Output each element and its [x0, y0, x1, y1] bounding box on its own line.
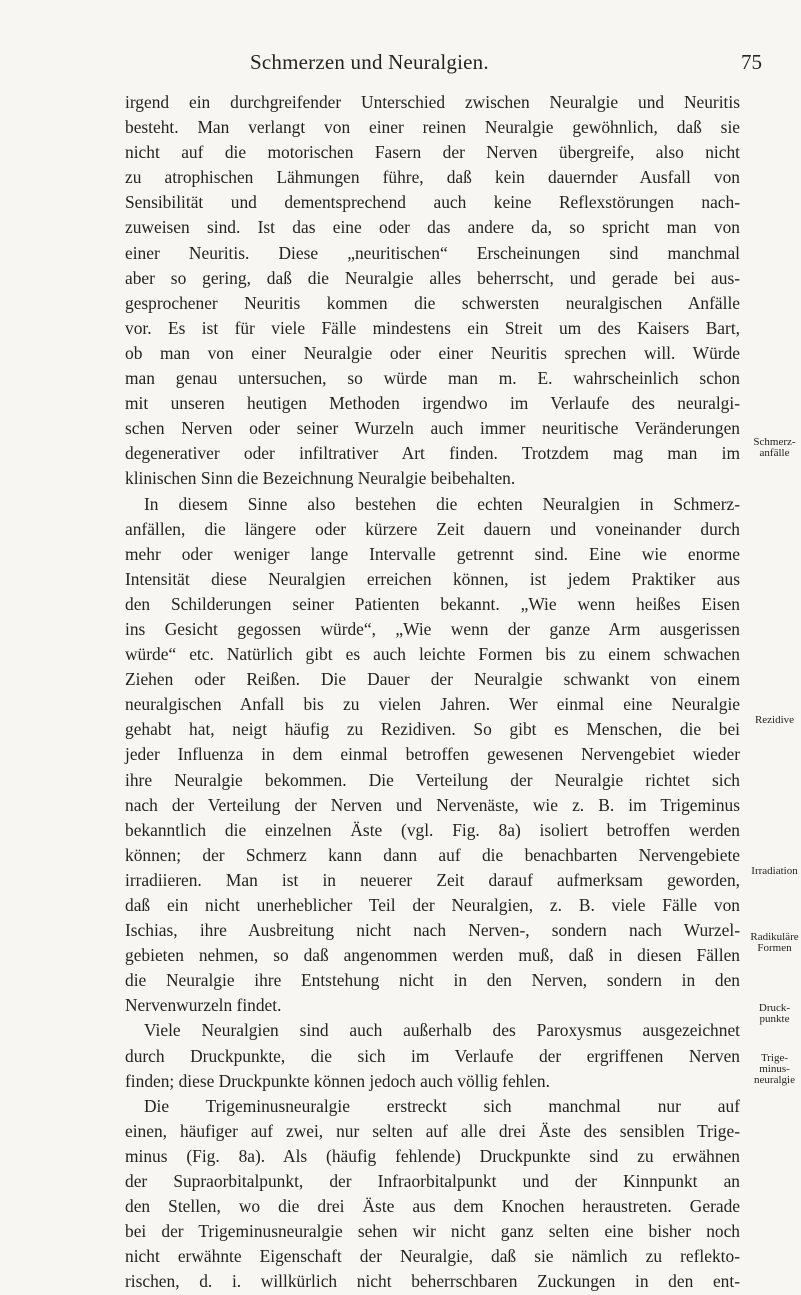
text-line: neuralgischen Anfall bis zu vielen Jahren. Wer einmal eine Neuralgie [125, 694, 740, 715]
page-number: 75 [741, 50, 762, 74]
paragraph-start-line: Die Trigeminusneuralgie erstreckt sich manchmal nur auf [144, 1095, 740, 1116]
text-line: ins Gesicht gegossen würde“, „Wie wenn der ganze Arm ausgerissen [125, 618, 740, 639]
text-line: zuweisen sind. Ist das eine oder das andere da, so spricht man von [125, 217, 740, 238]
text-line: irgend ein durchgreifender Unterschied zwischen Neuralgie und Neuritis [125, 92, 740, 112]
text-line: Sensibilität und dementsprechend auch keine Reflexstörungen nach- [125, 192, 740, 213]
text-line: degenerativer oder infiltrativer Art finden. Trotzdem mag man im [125, 443, 740, 464]
margin-note-line: Radikuläre [750, 931, 799, 943]
text-line: rischen, d. i. willkürlich nicht beherrschbaren Zuckungen in den ent- [125, 1271, 740, 1292]
margin-note-line: anfälle [759, 447, 790, 459]
text-line: der Supraorbitalpunkt, der Infraorbitalpunkt und der Kinnpunkt an [125, 1171, 740, 1192]
margin-note-line: Irradiation [751, 865, 798, 877]
text-line: anfällen, die längere oder kürzere Zeit dauern und voneinander durch [125, 518, 740, 539]
text-line: einer Neuritis. Diese „neuritischen“ Erscheinungen sind manchmal [125, 242, 740, 263]
text-line: ob man von einer Neuralgie oder einer Neuritis sprechen will. Würde [125, 342, 740, 363]
text-line: Nervenwurzeln findet. [125, 995, 282, 1016]
text-line: nicht auf die motorischen Fasern der Nerven übergreife, also nicht [125, 142, 740, 163]
text-line: finden; diese Druckpunkte können jedoch auch völlig fehlen. [125, 1070, 550, 1091]
text-line: den Schilderungen seiner Patienten bekannt. „Wie wenn heißes Eisen [125, 593, 740, 614]
text-line: einen, häufiger auf zwei, nur selten auf alle drei Äste des sensiblen Trige- [125, 1120, 740, 1141]
margin-note-trigeminusneuralgie [748, 1053, 801, 1086]
text-line: klinischen Sinn die Bezeichnung Neuralgie beibehalten. [125, 468, 516, 489]
margin-note-line: Druck- [758, 1002, 791, 1014]
body-text [125, 90, 740, 1295]
text-line: nach der Verteilung der Nerven und Nervenäste, wie z. B. im Trigeminus [125, 794, 740, 815]
margin-note-line: neuralgie [754, 1074, 795, 1086]
text-line: minus (Fig. 8a). Als (häufig fehlende) Druckpunkte sind zu erwähnen [125, 1145, 740, 1166]
margin-note-line: punkte [759, 1013, 790, 1025]
margin-note-line: Rezidive [754, 714, 795, 726]
text-line: ihre Neuralgie bekommen. Die Verteilung der Neuralgie richtet sich [125, 769, 740, 790]
text-line: würde“ etc. Natürlich gibt es auch leichte Formen bis zu einem schwachen [125, 644, 740, 665]
text-line: vor. Es ist für viele Fälle mindestens ein Streit um des Kaisers Bart, [125, 317, 740, 338]
text-line: man genau untersuchen, so würde man m. E. wahrscheinlich schon [125, 368, 740, 389]
text-line: Ischias, ihre Ausbreitung nicht nach Nerven-, sondern nach Wurzel- [125, 920, 740, 941]
text-line: mit unseren heutigen Methoden irgendwo im Verlaufe des neuralgi- [125, 393, 740, 414]
margin-note-line: Formen [757, 942, 792, 954]
text-line: schen Nerven oder seiner Wurzeln auch immer neuritische Veränderungen [125, 418, 740, 439]
text-line: bei der Trigeminusneuralgie sehen wir nicht ganz selten eine bisher noch [125, 1221, 740, 1242]
text-line: die Neuralgie ihre Entstehung nicht in den Nerven, sondern in den [125, 970, 740, 991]
text-line: zu atrophischen Lähmungen führe, daß kein dauernder Ausfall von [125, 167, 740, 188]
text-line: durch Druckpunkte, die sich im Verlaufe der ergriffenen Nerven [125, 1045, 740, 1066]
text-line: gehabt hat, neigt häufig zu Rezidiven. So gibt es Menschen, die bei [125, 719, 740, 740]
margin-note-druckpunkte [748, 1003, 801, 1025]
margin-note-rezidive [748, 715, 801, 726]
margin-note-line: minus- [759, 1063, 790, 1075]
text-line: besteht. Man verlangt von einer reinen Neuralgie gewöhnlich, daß sie [125, 117, 740, 138]
text-line: gebieten nehmen, so daß angenommen werden muß, daß in diesen Fällen [125, 945, 740, 966]
text-line: Intensität diese Neuralgien erreichen können, ist jedem Praktiker aus [125, 568, 740, 589]
margin-note-line: Trige- [760, 1052, 789, 1064]
text-line: mehr oder weniger lange Intervalle getrennt sind. Eine wie enorme [125, 543, 740, 564]
text-line: bekanntlich die einzelnen Äste (vgl. Fig. 8a) isoliert betroffen werden [125, 819, 740, 840]
margin-note-line: Schmerz- [753, 436, 796, 448]
text-line: jeder Influenza in dem einmal betroffen gewesenen Nervengebiet wieder [125, 744, 740, 765]
running-title: Schmerzen und Neuralgien. [250, 50, 489, 74]
text-line: daß ein nicht unerheblicher Teil der Neuralgien, z. B. viele Fälle von [125, 895, 740, 915]
text-line: nicht erwähnte Eigenschaft der Neuralgie, daß sie nämlich zu reflekto- [125, 1246, 740, 1267]
text-line: gesprochener Neuritis kommen die schwersten neuralgischen Anfälle [125, 292, 740, 313]
paragraph-start-line: In diesem Sinne also bestehen die echten Neuralgien in Schmerz- [144, 493, 740, 514]
margin-note-radikulaere-formen [748, 932, 801, 954]
margin-note-irradiation [748, 866, 801, 877]
text-line: aber so gering, daß die Neuralgie alles beherrscht, und gerade bei aus- [125, 267, 740, 288]
text-line: können; der Schmerz kann dann auf die benachbarten Nervengebiete [125, 844, 740, 865]
text-line: Ziehen oder Reißen. Die Dauer der Neuralgie schwankt von einem [125, 669, 740, 690]
text-line: irradiieren. Man ist in neuerer Zeit darauf aufmerksam geworden, [125, 869, 740, 890]
paragraph-start-line: Viele Neuralgien sind auch außerhalb des Paroxysmus ausgezeichnet [144, 1020, 740, 1041]
margin-note-schmerzanfaelle [748, 437, 801, 459]
page-header [0, 50, 801, 80]
text-line: den Stellen, wo die drei Äste aus dem Knochen heraustreten. Gerade [125, 1196, 740, 1217]
